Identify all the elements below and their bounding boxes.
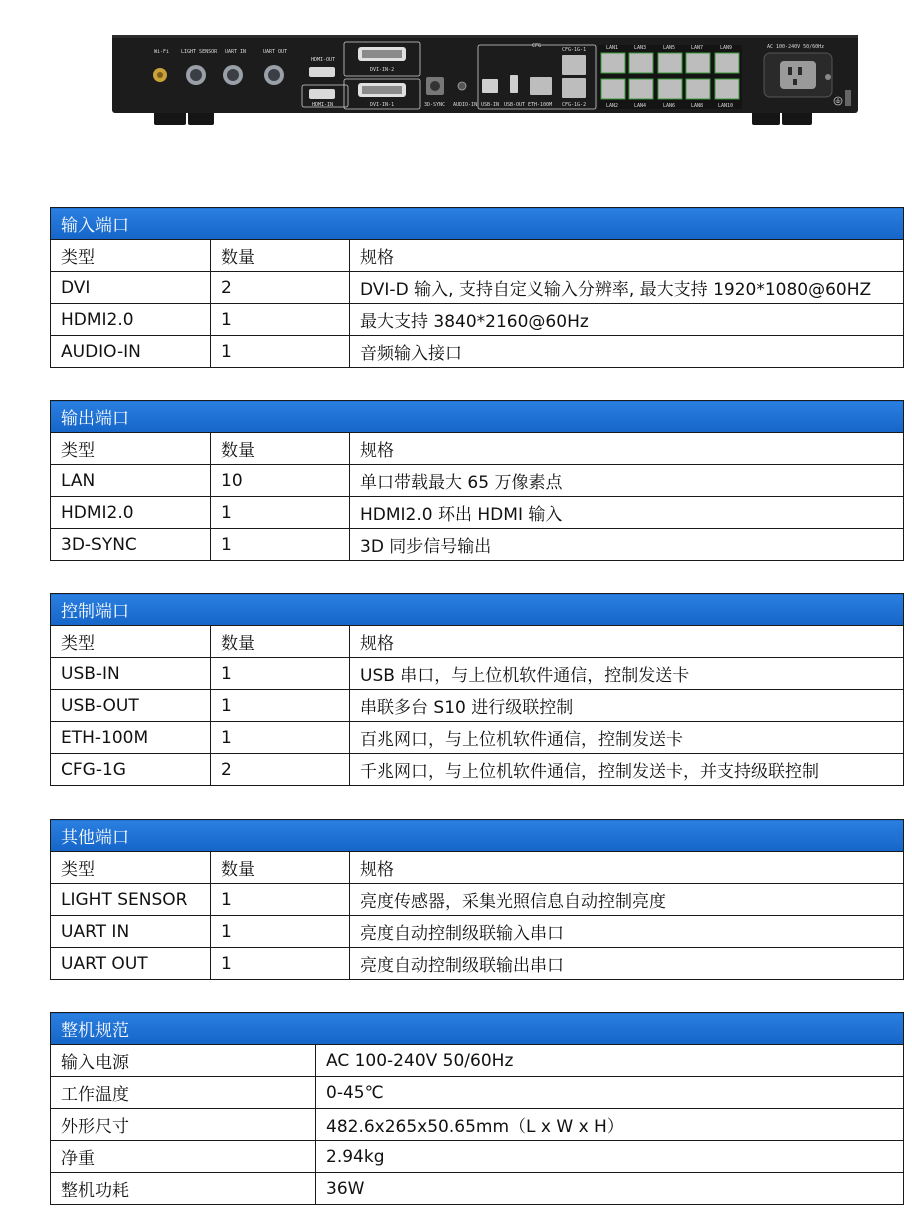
table-row bbox=[51, 1141, 904, 1173]
cell-type: HDMI2.0 bbox=[51, 497, 211, 529]
cell-spec-value: AC 100-240V 50/60Hz bbox=[316, 1045, 904, 1077]
table-row bbox=[51, 722, 904, 754]
cell-spec: 3D 同步信号输出 bbox=[350, 529, 904, 561]
cell-spec: 串联多台 S10 进行级联控制 bbox=[350, 690, 904, 722]
cell-quantity: 1 bbox=[211, 497, 350, 529]
label-lan7: LAN7 bbox=[691, 45, 704, 51]
cell-quantity: 1 bbox=[211, 884, 350, 916]
label-3d-sync: 3D-SYNC bbox=[424, 102, 446, 108]
table-row bbox=[51, 304, 904, 336]
cell-spec: 亮度自动控制级联输入串口 bbox=[350, 916, 904, 948]
cell-type: UART OUT bbox=[51, 948, 211, 980]
label-lan1: LAN1 bbox=[606, 45, 619, 51]
label-light-sensor: LIGHT SENSOR bbox=[181, 49, 218, 55]
eth-100m-port-icon bbox=[530, 77, 552, 95]
table-row bbox=[51, 1045, 904, 1077]
hdmi-in-port-icon bbox=[309, 89, 335, 99]
label-wifi: Wi-Fi bbox=[154, 49, 170, 55]
column-header: 规格 bbox=[350, 626, 904, 658]
label-lan10: LAN10 bbox=[718, 103, 734, 109]
light-sensor-port-icon bbox=[186, 65, 206, 85]
table-row bbox=[51, 658, 904, 690]
cell-type: CFG-1G bbox=[51, 754, 211, 786]
column-header: 规格 bbox=[350, 240, 904, 272]
column-header: 类型 bbox=[51, 852, 211, 884]
label-uart-out: UART OUT bbox=[263, 49, 288, 55]
label-cfg-1g-1: CFG-1G-1 bbox=[562, 47, 587, 53]
cell-quantity: 2 bbox=[211, 754, 350, 786]
cell-spec: HDMI2.0 环出 HDMI 输入 bbox=[350, 497, 904, 529]
cell-type: ETH-100M bbox=[51, 722, 211, 754]
cell-spec-name: 整机功耗 bbox=[51, 1173, 316, 1205]
control-ports-table bbox=[50, 593, 904, 786]
cfg-1g-2-port-icon bbox=[562, 78, 586, 98]
label-usb-out: USB-OUT bbox=[504, 102, 526, 108]
cell-spec-name: 外形尺寸 bbox=[51, 1109, 316, 1141]
table-header-row bbox=[51, 852, 904, 884]
column-header: 类型 bbox=[51, 240, 211, 272]
cell-spec: 亮度传感器，采集光照信息自动控制亮度 bbox=[350, 884, 904, 916]
cell-quantity: 1 bbox=[211, 304, 350, 336]
cell-type: AUDIO-IN bbox=[51, 336, 211, 368]
cell-quantity: 1 bbox=[211, 916, 350, 948]
cell-spec: 百兆网口，与上位机软件通信，控制发送卡 bbox=[350, 722, 904, 754]
cell-type: LIGHT SENSOR bbox=[51, 884, 211, 916]
column-header: 数量 bbox=[211, 240, 350, 272]
label-lan4: LAN4 bbox=[634, 103, 647, 109]
cell-type: HDMI2.0 bbox=[51, 304, 211, 336]
other-ports-table bbox=[50, 819, 904, 980]
cell-quantity: 1 bbox=[211, 658, 350, 690]
cell-spec-value: 36W bbox=[316, 1173, 904, 1205]
usb-in-port-icon bbox=[482, 79, 498, 93]
label-dvi-in-1: DVI-IN-1 bbox=[370, 102, 395, 108]
cell-spec: USB 串口，与上位机软件通信，控制发送卡 bbox=[350, 658, 904, 690]
device-rear-panel-drawing bbox=[112, 35, 858, 127]
table-row bbox=[51, 948, 904, 980]
table-row bbox=[51, 690, 904, 722]
cell-spec: DVI-D 输入, 支持自定义输入分辨率, 最大支持 1920*1080@60HZ bbox=[350, 272, 904, 304]
cell-quantity: 1 bbox=[211, 948, 350, 980]
label-hdmi-in: HDMI-IN bbox=[312, 102, 334, 108]
table-row bbox=[51, 529, 904, 561]
cell-type: USB-IN bbox=[51, 658, 211, 690]
label-audio-in: AUDIO-IN bbox=[453, 102, 478, 108]
wifi-antenna-icon bbox=[153, 68, 167, 82]
output-ports-table bbox=[50, 400, 904, 561]
label-lan5: LAN5 bbox=[663, 45, 676, 51]
cell-spec-name: 净重 bbox=[51, 1141, 316, 1173]
table-header-row bbox=[51, 433, 904, 465]
cell-spec: 亮度自动控制级联输出串口 bbox=[350, 948, 904, 980]
table-header-row bbox=[51, 240, 904, 272]
cell-spec: 千兆网口，与上位机软件通信，控制发送卡，并支持级联控制 bbox=[350, 754, 904, 786]
table-row bbox=[51, 1173, 904, 1205]
uart-in-port-icon bbox=[223, 65, 243, 85]
label-uart-in: UART IN bbox=[225, 49, 247, 55]
table-row bbox=[51, 336, 904, 368]
table-row bbox=[51, 497, 904, 529]
cell-quantity: 1 bbox=[211, 690, 350, 722]
column-header: 类型 bbox=[51, 626, 211, 658]
column-header: 数量 bbox=[211, 433, 350, 465]
table-title: 输出端口 bbox=[51, 401, 904, 433]
table-row bbox=[51, 1109, 904, 1141]
column-header: 规格 bbox=[350, 433, 904, 465]
table-row bbox=[51, 884, 904, 916]
cell-type: USB-OUT bbox=[51, 690, 211, 722]
cell-quantity: 1 bbox=[211, 529, 350, 561]
table-title: 整机规范 bbox=[51, 1013, 904, 1045]
table-row bbox=[51, 465, 904, 497]
table-row bbox=[51, 754, 904, 786]
cell-spec: 单口带载最大 65 万像素点 bbox=[350, 465, 904, 497]
cell-type: LAN bbox=[51, 465, 211, 497]
label-hdmi-out: HDMI-OUT bbox=[311, 57, 336, 63]
table-row bbox=[51, 272, 904, 304]
table-title: 控制端口 bbox=[51, 594, 904, 626]
input-ports-table bbox=[50, 207, 904, 368]
column-header: 数量 bbox=[211, 626, 350, 658]
label-eth-100m: ETH-100M bbox=[528, 102, 553, 108]
label-cfg-1g-2: CFG-1G-2 bbox=[562, 102, 587, 108]
cell-spec-value: 482.6x265x50.65mm（L x W x H） bbox=[316, 1109, 904, 1141]
hdmi-out-port-icon bbox=[309, 67, 335, 77]
cell-spec-value: 0-45℃ bbox=[316, 1077, 904, 1109]
cell-quantity: 1 bbox=[211, 722, 350, 754]
label-lan6: LAN6 bbox=[663, 103, 676, 109]
cell-type: 3D-SYNC bbox=[51, 529, 211, 561]
table-header-row bbox=[51, 626, 904, 658]
uart-out-port-icon bbox=[264, 65, 284, 85]
cfg-1g-1-port-icon bbox=[562, 55, 586, 75]
cell-spec-name: 输入电源 bbox=[51, 1045, 316, 1077]
cell-spec: 音频输入接口 bbox=[350, 336, 904, 368]
cell-spec-name: 工作温度 bbox=[51, 1077, 316, 1109]
table-row bbox=[51, 916, 904, 948]
audio-in-port-icon bbox=[458, 82, 466, 90]
cell-spec-value: 2.94kg bbox=[316, 1141, 904, 1173]
label-dvi-in-2: DVI-IN-2 bbox=[370, 67, 395, 73]
cell-type: UART IN bbox=[51, 916, 211, 948]
label-lan2: LAN2 bbox=[606, 103, 619, 109]
cell-type: DVI bbox=[51, 272, 211, 304]
label-cfg: CFG bbox=[532, 43, 542, 49]
device-rear-panel bbox=[112, 35, 858, 127]
column-header: 类型 bbox=[51, 433, 211, 465]
table-title: 输入端口 bbox=[51, 208, 904, 240]
label-usb-in: USB-IN bbox=[481, 102, 500, 108]
label-ac-power: AC 100-240V 50/60Hz bbox=[767, 44, 825, 50]
machine-spec-table bbox=[50, 1012, 904, 1205]
table-title: 其他端口 bbox=[51, 820, 904, 852]
column-header: 数量 bbox=[211, 852, 350, 884]
cell-spec: 最大支持 3840*2160@60Hz bbox=[350, 304, 904, 336]
table-row bbox=[51, 1077, 904, 1109]
label-lan3: LAN3 bbox=[634, 45, 647, 51]
cell-quantity: 2 bbox=[211, 272, 350, 304]
cell-quantity: 1 bbox=[211, 336, 350, 368]
column-header: 规格 bbox=[350, 852, 904, 884]
label-lan8: LAN8 bbox=[691, 103, 704, 109]
label-lan9: LAN9 bbox=[720, 45, 733, 51]
cell-quantity: 10 bbox=[211, 465, 350, 497]
usb-out-port-icon bbox=[510, 75, 518, 93]
